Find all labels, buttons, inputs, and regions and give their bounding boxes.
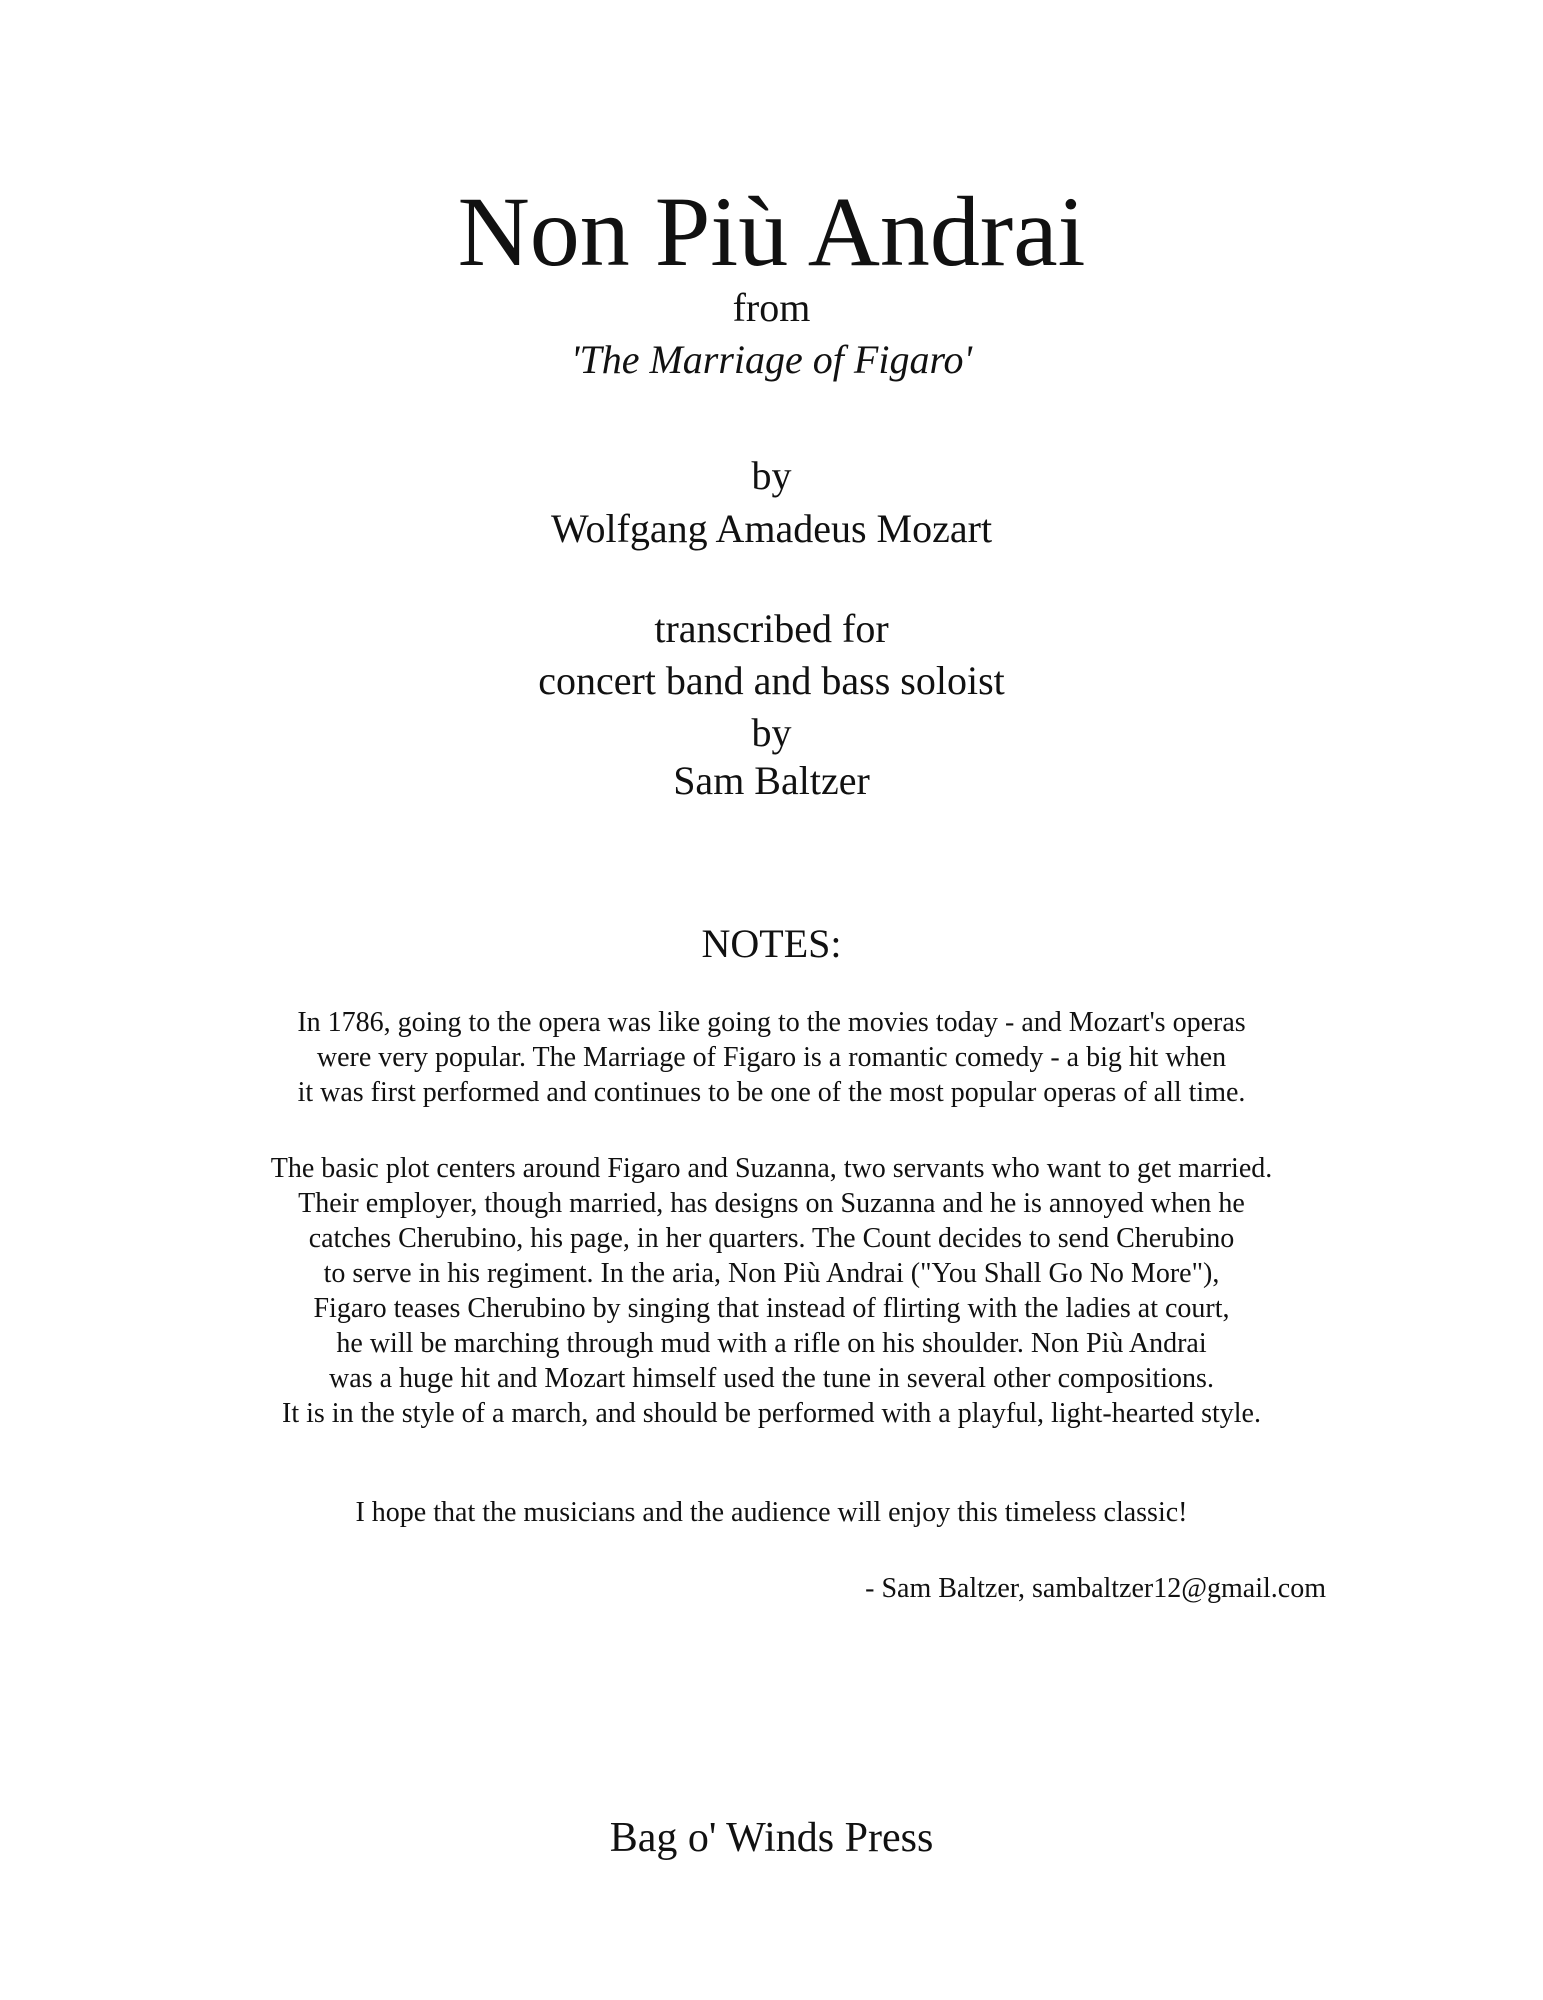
notes-line: he will be marching through mud with a rifle on his shoulder. Non Più Andrai [336,1328,1207,1359]
notes-line: Figaro teases Cherubino by singing that instead of flirting with the ladies at court, [313,1293,1230,1324]
publisher: Bag o' Winds Press [609,1815,934,1861]
notes-line: were very popular. The Marriage of Figaro is a romantic comedy - a big hit when [316,1042,1227,1073]
from-label: from [732,285,811,330]
notes-line: was a huge hit and Mozart himself used the tune in several other compositions. [329,1363,1214,1394]
notes-closing: I hope that the musicians and the audience will enjoy this timeless classic! [355,1497,1188,1528]
notes-heading: NOTES: [701,921,842,966]
opera-title: 'The Marriage of Figaro' [570,337,973,382]
arranger-name: Sam Baltzer [673,758,870,803]
signature: - Sam Baltzer, sambaltzer12@gmail.com [865,1573,1326,1604]
page-title: Non Più Andrai [457,176,1086,287]
notes-line: Their employer, though married, has designs on Suzanna and he is annoyed when he [298,1188,1245,1219]
notes-line: to serve in his regiment. In the aria, Non Più Andrai ("You Shall Go No More"), [323,1258,1220,1289]
notes-line: catches Cherubino, his page, in her quarters. The Count decides to send Cherubino [308,1223,1235,1254]
composer-name: Wolfgang Amadeus Mozart [550,506,993,551]
ensemble: concert band and bass soloist [538,658,1005,703]
notes-line: it was first performed and continues to be one of the most popular operas of all time. [297,1077,1246,1108]
by-label: by [751,453,792,498]
transcribed-label: transcribed for [654,606,889,651]
by-label-arranger: by [751,710,792,755]
notes-line: It is in the style of a march, and should be performed with a playful, light-hearted style. [282,1398,1261,1429]
notes-line: In 1786, going to the opera was like going to the movies today - and Mozart's operas [297,1007,1246,1038]
notes-line: The basic plot centers around Figaro and Suzanna, two servants who want to get married. [270,1153,1273,1184]
